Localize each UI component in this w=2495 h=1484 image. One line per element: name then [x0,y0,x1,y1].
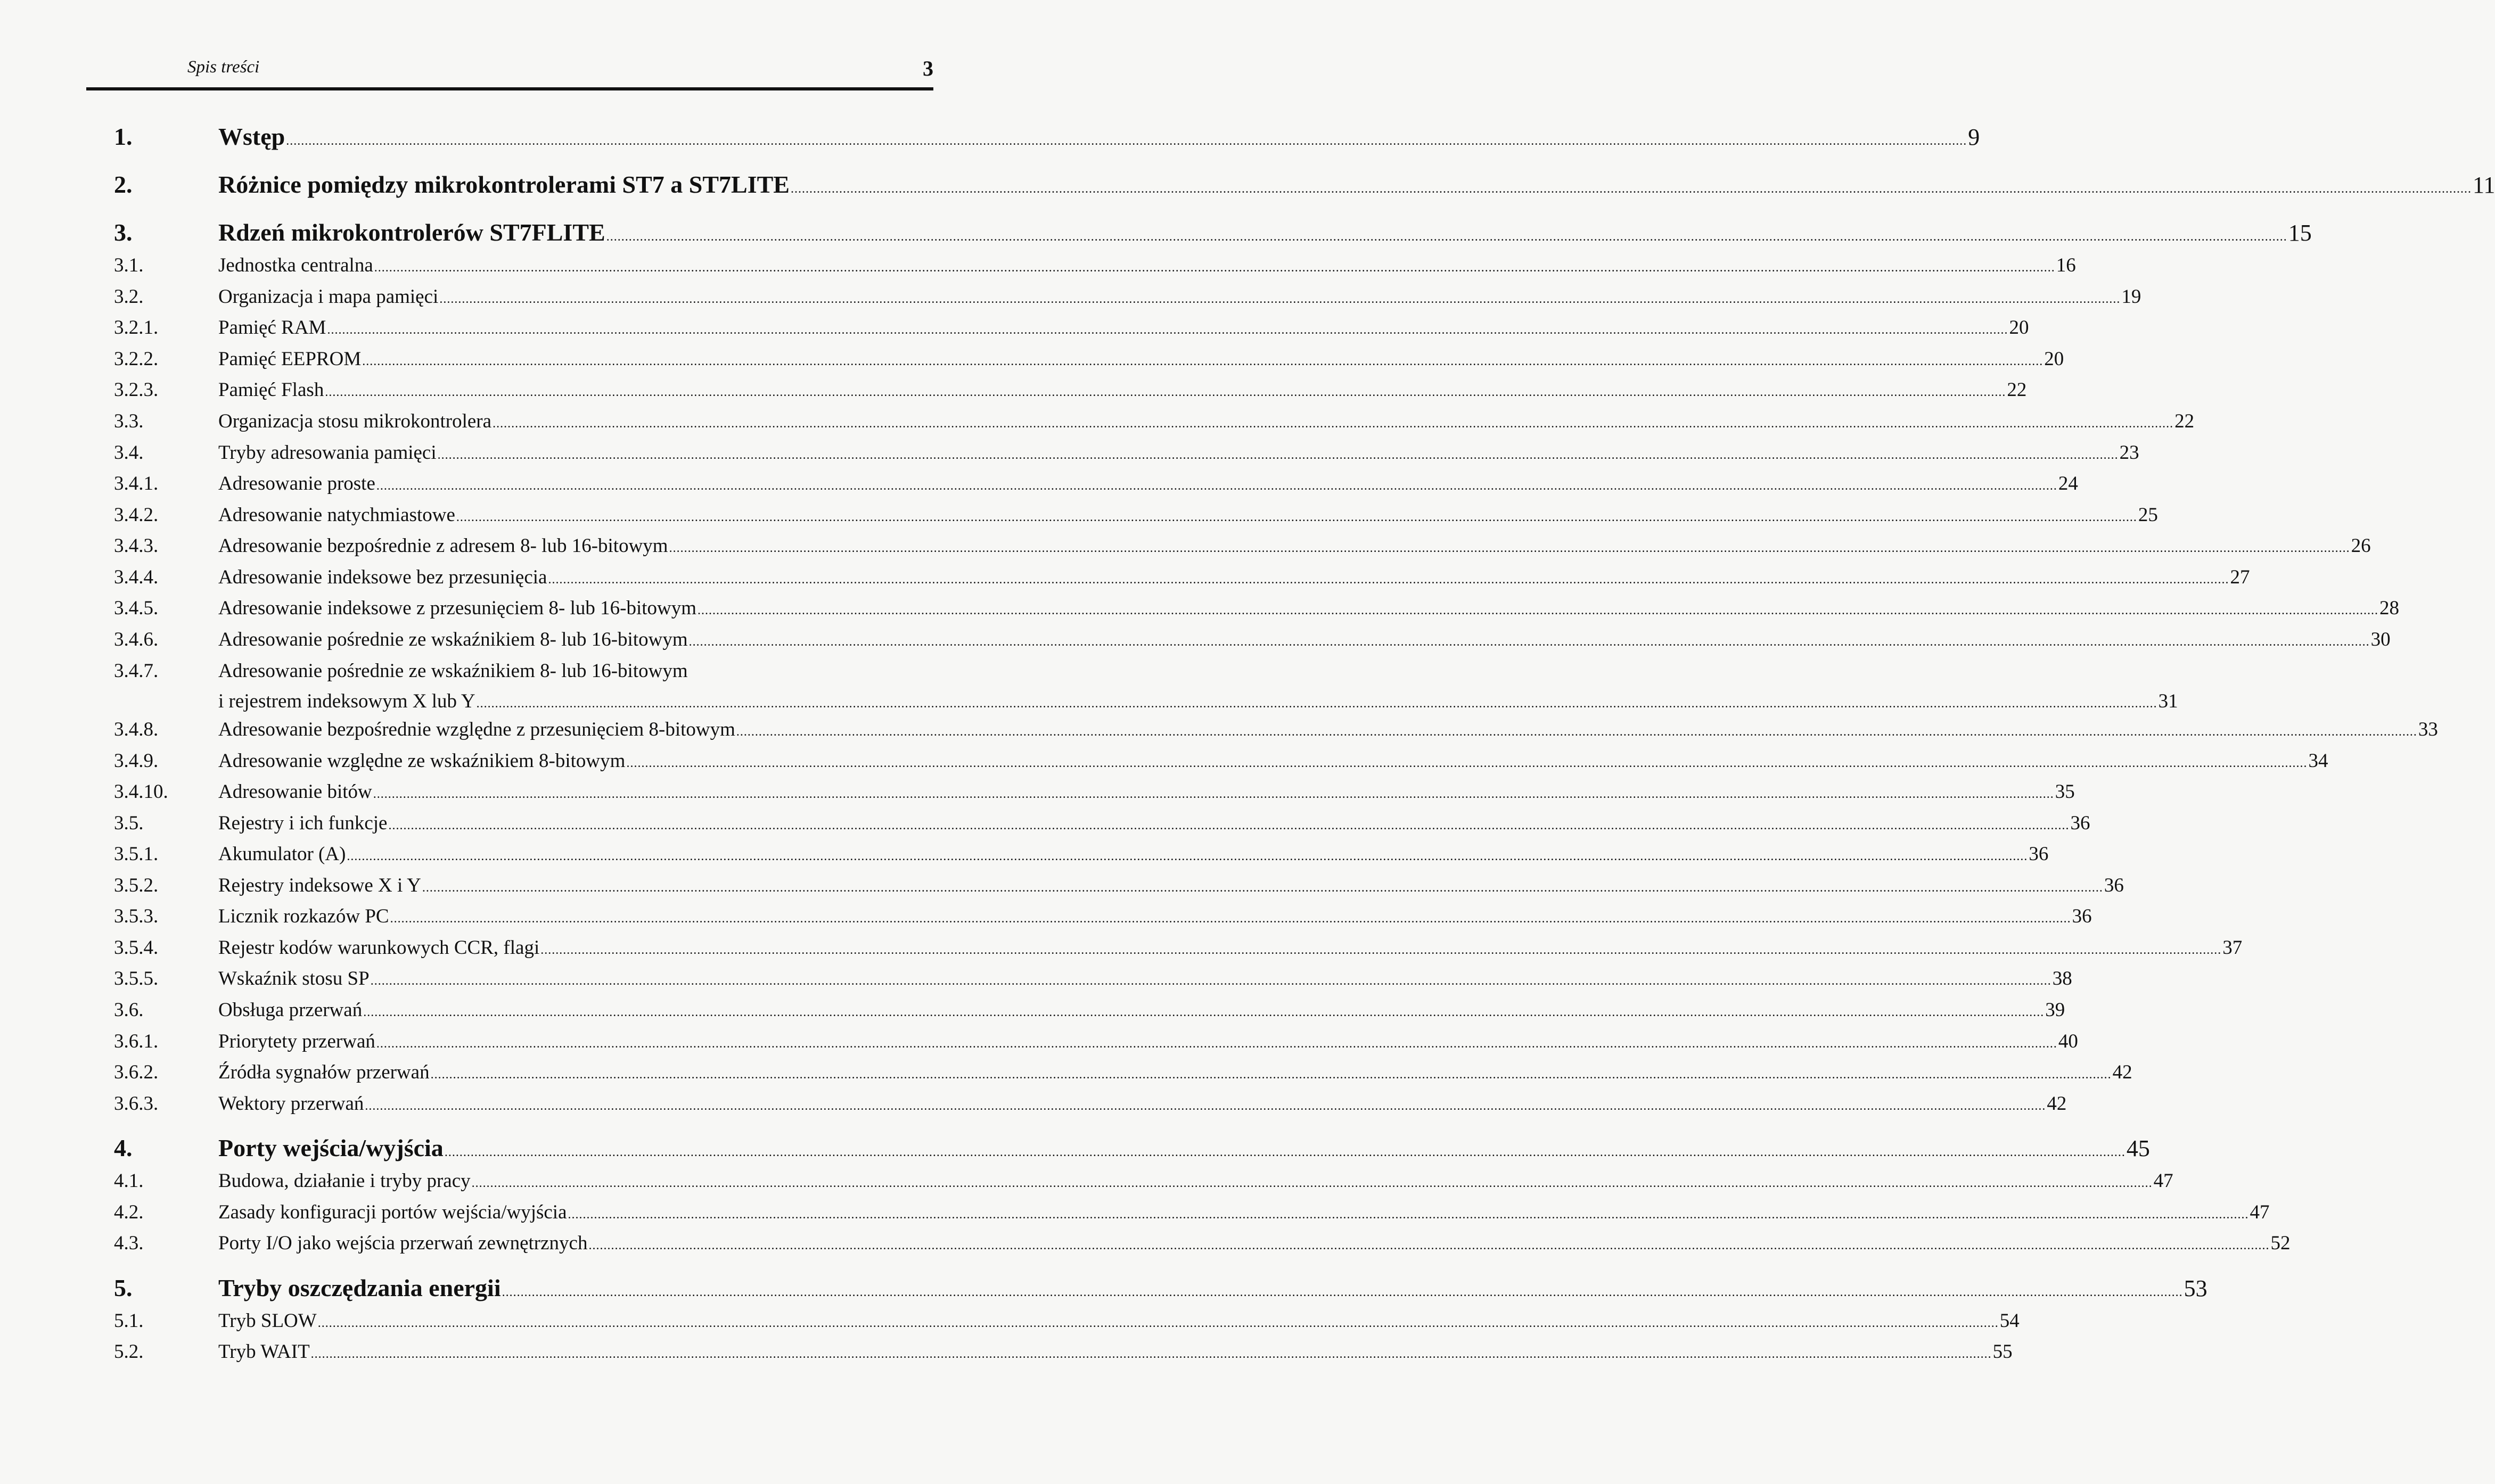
dot-leader [365,1099,2046,1114]
toc-entry-number: 5. [114,1274,133,1301]
toc-entry-number: 2. [114,171,133,198]
toc-entry-number: 4.2. [114,1201,144,1223]
dot-leader [568,1208,2249,1222]
dot-leader [363,1005,2044,1020]
toc-entry-page: 20 [2044,348,2064,370]
toc-entry-title: Rdzeń mikrokontrolerów ST7FLITE [218,219,605,246]
toc-entry-page: 20 [2009,317,2029,339]
toc-entry-title: Obsługa przerwań [218,999,363,1021]
toc-entry[interactable] [114,472,2078,495]
toc-entry[interactable] [114,504,2158,526]
toc-entry-number: 4.1. [114,1170,144,1192]
toc-entry-number: 3.1. [114,254,144,276]
dot-leader [388,819,2069,833]
dot-leader [376,1037,2057,1051]
toc-entry-number: 3.5. [114,812,144,834]
toc-entry[interactable] [114,1309,2020,1332]
toc-entry-title: Adresowanie indeksowe bez przesunięcia [218,566,547,588]
toc-entry-title: Adresowanie względne ze wskaźnikiem 8-bitowym [218,750,626,772]
toc-entry-title: Zasady konfiguracji portów wejścia/wyjścia [218,1201,567,1223]
dot-leader [431,1068,2112,1082]
dot-leader [325,385,2006,400]
toc-entry[interactable] [114,378,2027,401]
toc-entry-number: 3.5.4. [114,937,159,959]
toc-entry[interactable] [114,1061,2132,1084]
toc-entry-page: 39 [2045,999,2065,1021]
toc-entry[interactable] [114,1232,2291,1255]
toc-entry-page: 19 [2121,286,2141,308]
toc-entry-page: 34 [2308,750,2328,772]
toc-entry-number: 3.5.2. [114,875,159,896]
toc-entry-page: 16 [2056,254,2076,276]
dot-leader [626,756,2307,771]
toc-entry-title: Źródła sygnałów przerwań [218,1061,430,1083]
toc-entry-title: Rejestry indeksowe X i Y [218,875,421,896]
toc-entry-page: 47 [2250,1201,2270,1223]
toc-entry-page: 54 [1999,1310,2020,1332]
toc-entry[interactable] [114,780,2075,803]
toc-entry-page: 55 [1992,1341,2013,1363]
toc-entry-title: Adresowanie proste [218,473,375,494]
dot-leader [669,541,2350,556]
toc-entry-number: 3.2.3. [114,379,159,401]
toc-entry-number: 3.4.9. [114,750,159,772]
toc-entry-title: Adresowanie bitów [218,781,372,803]
toc-entry-number: 3.4.3. [114,535,159,557]
toc-entry-page: 33 [2418,719,2438,740]
toc-entry-title: Organizacja stosu mikrokontrolera [218,410,492,432]
toc-entry-page: 38 [2052,968,2072,990]
toc-entry[interactable] [114,534,2371,557]
toc-entry[interactable] [114,905,2092,928]
dot-leader [373,787,2054,802]
toc-entry-page: 40 [2058,1030,2078,1052]
toc-entry-number: 5.2. [114,1341,144,1363]
toc-entry-number: 3.4.1. [114,473,159,494]
dot-leader [311,1347,1992,1362]
toc-entry-number: 5.1. [114,1310,144,1332]
toc-entry-page: 36 [2104,875,2124,896]
toc-entry-title: Akumulator (A) [218,843,346,865]
toc-entry[interactable] [114,749,2328,772]
toc-entry[interactable] [114,1274,2207,1302]
dot-leader [439,292,2120,307]
toc-entry-title: Tryb WAIT [218,1341,310,1363]
toc-entry-number: 3.6.1. [114,1030,159,1052]
toc-entry-page: 23 [2119,442,2139,464]
dot-leader [390,912,2071,926]
toc-entry-title: Tryb SLOW [218,1310,317,1332]
toc-entry[interactable] [114,597,2400,620]
toc-entry-number: 4.3. [114,1232,144,1254]
toc-entry-number: 1. [114,123,133,150]
toc-entry-title: Rejestry i ich funkcje [218,812,388,834]
toc-entry-page: 36 [2072,905,2092,927]
dot-leader [736,725,2417,739]
dot-leader [477,697,2157,711]
toc-entry[interactable] [114,1340,2013,1363]
dot-leader [456,510,2137,525]
toc-entry-title: Różnice pomiędzy mikrokontrolerami ST7 a ST7LITE [218,171,790,198]
running-header-title: Spis treści [187,57,260,77]
toc-entry[interactable] [114,122,1980,151]
toc-entry-page: 36 [2070,812,2090,834]
toc-entry[interactable] [114,254,2076,277]
toc-entry-number: 3.4. [114,442,144,464]
dot-leader [791,182,2472,196]
dot-leader [697,604,2378,618]
toc-entry-number: 3.2.1. [114,317,159,339]
toc-entry-title: Adresowanie pośrednie ze wskaźnikiem 8- lub 16-bitowym [218,660,688,682]
toc-entry-page: 36 [2029,843,2049,865]
toc-entry-number: 3.6.3. [114,1093,159,1115]
toc-entry-number: 3.5.5. [114,968,159,990]
toc-entry[interactable] [114,999,2065,1021]
toc-entry[interactable] [114,1201,2270,1224]
dot-leader [376,479,2057,493]
toc-entry-page: 15 [2288,220,2312,246]
toc-entry-title: i rejestrem indeksowym X lub Y [218,690,475,712]
toc-entry-number: 3.4.2. [114,504,159,526]
toc-entry-title: Budowa, działanie i tryby pracy [218,1170,471,1192]
toc-entry[interactable] [114,628,2391,651]
toc-entry[interactable] [114,285,2141,308]
toc-entry-number: 3.6. [114,999,144,1021]
dot-leader [327,323,2008,337]
toc-entry-number: 3.2. [114,286,144,308]
dot-leader [347,850,2028,864]
toc-entry[interactable] [114,170,2495,199]
toc-entry-page: 42 [2112,1061,2132,1083]
toc-entry-page: 26 [2351,535,2371,557]
toc-entry[interactable] [114,316,2029,339]
header-rule [86,87,933,90]
toc-entry-number: 3.5.1. [114,843,159,865]
toc-entry[interactable] [114,812,2090,835]
toc-entry-title: Wektory przerwań [218,1093,364,1115]
toc-entry-title: Tryby oszczędzania energii [218,1274,501,1301]
toc-entry[interactable] [114,659,2178,713]
toc-entry[interactable] [114,843,2049,865]
toc-entry[interactable] [114,410,2195,433]
toc-entry-page: 9 [1968,124,1980,150]
dot-leader [374,261,2055,275]
dot-leader [438,448,2119,463]
dot-leader [286,134,1967,149]
toc-entry[interactable] [114,441,2139,464]
toc-entry-title: Adresowanie bezpośrednie względne z przesunięciem 8-bitowym [218,719,735,740]
toc-entry-number: 3.3. [114,410,144,432]
toc-entry-title: Jednostka centralna [218,254,373,276]
toc-entry-page: 24 [2058,473,2078,494]
toc-entry[interactable] [114,566,2250,589]
dot-leader [588,1239,2269,1253]
toc-entry-page: 11 [2472,172,2495,198]
toc-entry[interactable] [114,874,2124,897]
toc-entry[interactable] [114,348,2064,370]
toc-entry-title: Adresowanie indeksowe z przesunięciem 8- lub 16-bitowym [218,597,697,619]
toc-entry-page: 22 [2174,410,2195,432]
toc-entry-number: 3.4.7. [114,660,159,682]
toc-entry-number: 3. [114,219,133,246]
toc-entry-number: 3.4.10. [114,781,168,803]
toc-entry-page: 45 [2126,1135,2150,1161]
toc-entry[interactable] [114,1030,2078,1053]
toc-entry-title: Adresowanie natychmiastowe [218,504,455,526]
toc-entry-number: 3.5.3. [114,905,159,927]
dot-leader [422,881,2103,895]
toc-entry[interactable] [114,1169,2173,1192]
toc-entry-page: 27 [2230,566,2250,588]
toc-entry-number: 4. [114,1134,133,1161]
toc-entry-title: Porty I/O jako wejścia przerwań zewnętrznych [218,1232,588,1254]
toc-entry-number: 3.2.2. [114,348,159,370]
dot-leader [689,635,2370,649]
toc-entry-number: 3.4.8. [114,719,159,740]
toc-entry-page: 28 [2379,597,2400,619]
toc-entry-page: 37 [2222,937,2243,959]
toc-entry-page: 22 [2007,379,2027,401]
toc-entry-title: Adresowanie bezpośrednie z adresem 8- lub 16-bitowym [218,535,668,557]
toc-entry-title: Organizacja i mapa pamięci [218,286,439,308]
dot-leader [548,573,2229,587]
toc-entry-page: 25 [2138,504,2158,526]
toc-entry-page: 35 [2055,781,2075,803]
toc-entry[interactable] [114,1092,2067,1115]
toc-entry-title: Porty wejścia/wyjścia [218,1134,444,1161]
toc-entry-page: 47 [2153,1170,2173,1192]
toc-entry-number: 3.4.6. [114,629,159,650]
dot-leader [318,1316,1999,1331]
toc-entry-page: 42 [2047,1093,2067,1115]
toc-entry-title: Wskaźnik stosu SP [218,968,370,990]
toc-entry[interactable] [114,967,2072,990]
toc-entry[interactable] [114,936,2243,959]
toc-entry[interactable] [114,1134,2150,1162]
toc-entry[interactable] [114,218,2312,246]
dot-leader [472,1176,2153,1191]
toc-entry[interactable] [114,718,2438,741]
dot-leader [502,1285,2183,1300]
toc-entry-title: Pamięć RAM [218,317,326,339]
dot-leader [540,943,2221,958]
toc-entry-title: Pamięć Flash [218,379,324,401]
toc-entry-title: Tryby adresowania pamięci [218,442,437,464]
toc-entry-page: 31 [2158,690,2178,712]
dot-leader [445,1145,2125,1160]
dot-leader [606,230,2287,244]
toc-entry-title: Pamięć EEPROM [218,348,362,370]
toc-entry-title: Priorytety przerwań [218,1030,375,1052]
toc-entry-title: Wstęp [218,123,285,150]
toc-entry-page: 30 [2370,629,2391,650]
dot-leader [493,417,2173,431]
page-number: 3 [923,56,933,80]
toc-entry-title: Licznik rozkazów PC [218,905,389,927]
toc-entry-page: 52 [2270,1232,2291,1254]
toc-entry-number: 3.4.5. [114,597,159,619]
toc-entry-title: Rejestr kodów warunkowych CCR, flagi [218,937,540,959]
toc-entry-number: 3.6.2. [114,1061,159,1083]
dot-leader [371,974,2051,988]
toc-entry-page: 53 [2184,1275,2207,1301]
dot-leader [362,354,2043,369]
toc-entry-title: Adresowanie pośrednie ze wskaźnikiem 8- lub 16-bitowym [218,629,688,650]
toc-entry-number: 3.4.4. [114,566,159,588]
